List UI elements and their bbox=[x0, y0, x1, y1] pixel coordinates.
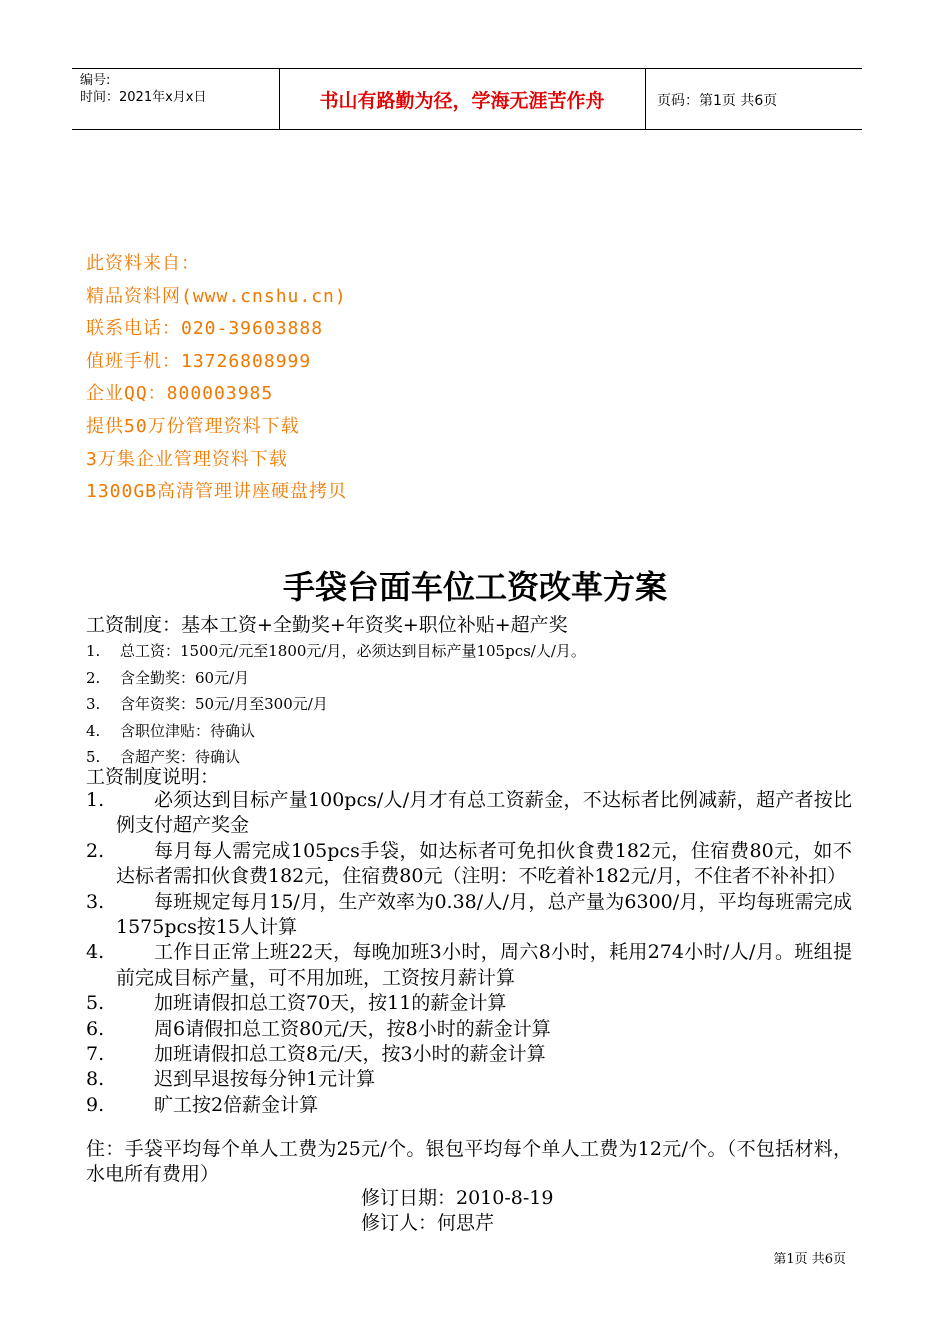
cost-note: 住：手袋平均每个单人工费为25元/个。银包平均每个单人工费为12元/个。（不包括材料，水电所有费用） bbox=[86, 1138, 852, 1186]
list-item bbox=[86, 665, 586, 692]
item-number: 5. bbox=[86, 992, 105, 1015]
document-title: 手袋台面车位工资改革方案 bbox=[282, 568, 667, 606]
source-line-website: 精品资料网(www.cnshu.cn) bbox=[86, 285, 347, 307]
item-text: 含职位津贴：待确认 bbox=[120, 721, 256, 740]
item-text: 总工资：1500元/元至1800元/月，必须达到目标产量105pcs/人/月。 bbox=[120, 642, 586, 660]
explanation-list bbox=[86, 788, 852, 1118]
item-text: 旷工按2倍薪金计算 bbox=[154, 1093, 319, 1116]
header-meta bbox=[80, 72, 206, 106]
item-text: 周6请假扣总工资80元/天，按8小时的薪金计算 bbox=[154, 1017, 551, 1040]
list-item bbox=[86, 991, 852, 1016]
source-line: 1300GB高清管理讲座硬盘拷贝 bbox=[86, 481, 348, 503]
item-text: 加班请假扣总工资8元/天，按3小时的薪金计算 bbox=[154, 1043, 546, 1066]
item-number: 1. bbox=[86, 642, 101, 660]
item-number: 2. bbox=[86, 668, 101, 687]
item-number: 3. bbox=[86, 695, 101, 713]
item-number: 4. bbox=[86, 721, 101, 740]
reviser: 修订人：何思芹 bbox=[361, 1212, 495, 1235]
page-footer: 第1页 共6页 bbox=[773, 1252, 846, 1267]
list-item bbox=[86, 890, 852, 941]
list-item bbox=[86, 1093, 852, 1118]
explanation-heading: 工资制度说明： bbox=[86, 766, 220, 788]
source-line-qq: 企业QQ：800003985 bbox=[86, 383, 274, 405]
list-item bbox=[86, 1042, 852, 1067]
list-item bbox=[86, 940, 852, 991]
item-number: 9. bbox=[86, 1093, 105, 1116]
item-text: 含年资奖：50元/月至300元/月 bbox=[120, 695, 328, 713]
item-text: 加班请假扣总工资70天，按11的薪金计算 bbox=[154, 992, 507, 1015]
source-line: 提供50万份管理资料下载 bbox=[86, 415, 300, 437]
item-number: 7. bbox=[86, 1043, 105, 1066]
item-number: 1. bbox=[86, 789, 105, 811]
source-line: 此资料来自： bbox=[86, 253, 200, 274]
salary-items-list bbox=[86, 638, 586, 771]
item-text: 含全勤奖：60元/月 bbox=[120, 668, 250, 687]
list-item bbox=[86, 638, 586, 665]
header-page-info: 页码：第1页 共6页 bbox=[657, 93, 778, 109]
item-number: 8. bbox=[86, 1068, 105, 1091]
item-text: 含超产奖：待确认 bbox=[120, 748, 241, 766]
source-line-phone: 联系电话：020-39603888 bbox=[86, 318, 324, 340]
list-item bbox=[86, 788, 852, 839]
item-text: 迟到早退按每分钟1元计算 bbox=[154, 1068, 376, 1091]
item-text: 必须达到目标产量100pcs/人/月才有总工资薪金，不达标者比例减薪，超产者按比例支付超产奖金 bbox=[116, 789, 852, 837]
header-motto: 书山有路勤为径，学海无涯苦作舟 bbox=[319, 89, 605, 112]
item-number: 2. bbox=[86, 839, 105, 862]
revision-date: 修订日期：2010-8-19 bbox=[361, 1187, 554, 1209]
page-header bbox=[72, 68, 862, 130]
item-text: 工作日正常上班22天，每晚加班3小时，周六8小时，耗用274小时/人/月。班组提前完成目标产量，可不用加班，工资按月薪计算 bbox=[116, 941, 852, 989]
header-divider-right bbox=[645, 69, 646, 129]
list-item bbox=[86, 691, 586, 718]
item-number: 4. bbox=[86, 941, 105, 964]
item-number: 3. bbox=[86, 890, 105, 913]
document-code-label: 编号: bbox=[80, 73, 111, 88]
list-item bbox=[86, 1017, 852, 1042]
list-item bbox=[86, 1067, 852, 1092]
revision-block bbox=[361, 1186, 553, 1237]
item-text: 每班规定每月15/月，生产效率为0.38/人/月，总产量为6300/月，平均每班需完成1575pcs按15人计算 bbox=[116, 890, 852, 939]
source-line-mobile: 值班手机：13726808999 bbox=[86, 350, 312, 372]
item-text: 每月每人需完成105pcs手袋，如达标者可免扣伙食费182元，住宿费80元，如不达标者需扣伙食费182元，住宿费80元（注明：不吃着补182元/月，不住者不补补扣） bbox=[116, 839, 852, 888]
item-number: 5. bbox=[86, 748, 101, 766]
document-time-label: 时间：2021年x月x日 bbox=[80, 90, 207, 105]
salary-system-line: 工资制度：基本工资+全勤奖+年资奖+职位补贴+超产奖 bbox=[86, 614, 568, 636]
item-number: 6. bbox=[86, 1017, 105, 1040]
source-line: 3万集企业管理资料下载 bbox=[86, 448, 288, 470]
list-item bbox=[86, 839, 852, 890]
source-info-block bbox=[86, 248, 347, 509]
list-item bbox=[86, 718, 586, 745]
